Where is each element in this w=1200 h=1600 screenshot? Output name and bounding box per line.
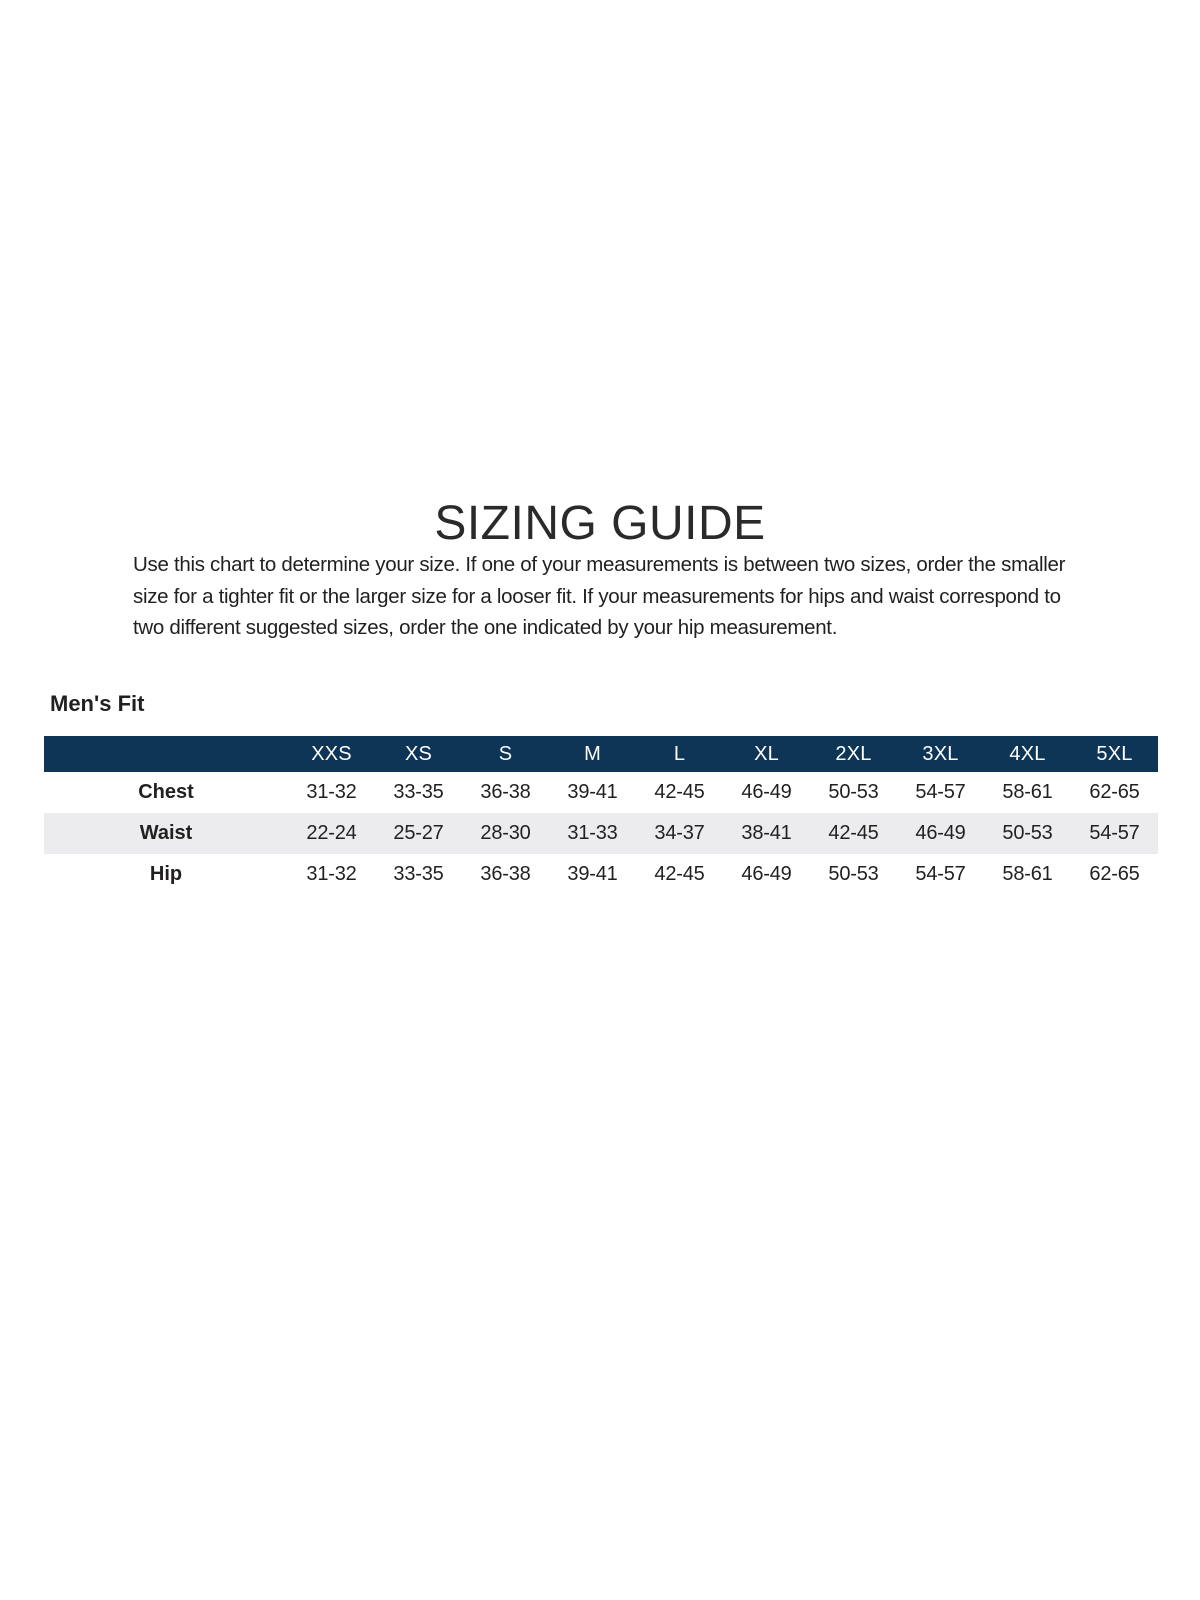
size-column-header: 3XL: [897, 736, 984, 772]
size-table-row: [44, 813, 1158, 854]
measurement-row-label: Waist: [139, 822, 193, 844]
size-value-cell: 50-53: [828, 781, 879, 803]
size-value-cell: 62-65: [1089, 781, 1140, 803]
size-value-cell: 50-53: [828, 863, 879, 885]
size-value-cell: 46-49: [915, 822, 966, 844]
size-column-header: XS: [375, 736, 462, 772]
size-value-cell: 50-53: [1002, 822, 1053, 844]
size-value-cell: 28-30: [480, 822, 531, 844]
size-value-cell: 22-24: [306, 822, 357, 844]
size-column-header: 5XL: [1071, 736, 1158, 772]
size-column-header: XXS: [288, 736, 375, 772]
intro-line: two different suggested sizes, order the one indicated by your hip measurement.: [133, 616, 838, 639]
size-value-cell: 33-35: [393, 781, 444, 803]
size-table-body: [44, 772, 1158, 895]
page-title: SIZING GUIDE: [434, 497, 766, 551]
size-value-cell: 36-38: [480, 781, 531, 803]
size-table-corner-cell: [44, 736, 288, 772]
size-value-cell: 46-49: [741, 863, 792, 885]
size-value-cell: 39-41: [567, 781, 618, 803]
section-label-mens-fit: Men's Fit: [50, 691, 145, 716]
size-table: [44, 736, 1158, 895]
size-table-header-row: [44, 736, 1158, 772]
size-value-cell: 39-41: [567, 863, 618, 885]
size-value-cell: 33-35: [393, 863, 444, 885]
measurement-row-label: Hip: [149, 863, 183, 885]
intro-line: Use this chart to determine your size. If one of your measurements is between two sizes, order the smaller: [133, 553, 1066, 576]
size-value-cell: 58-61: [1002, 781, 1053, 803]
size-value-cell: 42-45: [654, 781, 705, 803]
measurement-row-label: Chest: [138, 781, 194, 803]
size-value-cell: 62-65: [1089, 863, 1140, 885]
size-table-header: [44, 736, 1158, 772]
intro-line: size for a tighter fit or the larger size for a looser fit. If your measurements for hips and waist correspond to: [133, 584, 1061, 608]
size-column-header: 2XL: [810, 736, 897, 772]
size-value-cell: 58-61: [1002, 863, 1053, 885]
size-value-cell: 54-57: [1089, 822, 1140, 844]
size-value-cell: 42-45: [828, 822, 879, 844]
size-column-header: 4XL: [984, 736, 1071, 772]
size-table-row: [44, 772, 1158, 813]
size-column-header: L: [636, 736, 723, 772]
size-value-cell: 54-57: [915, 863, 966, 885]
intro-text: [133, 549, 1065, 644]
size-value-cell: 36-38: [480, 863, 531, 885]
size-column-header: M: [549, 736, 636, 772]
size-column-header: S: [462, 736, 549, 772]
size-column-header: XL: [723, 736, 810, 772]
size-value-cell: 54-57: [915, 781, 966, 803]
size-value-cell: 34-37: [654, 822, 705, 844]
size-value-cell: 42-45: [654, 863, 705, 885]
size-table-row: [44, 854, 1158, 895]
size-value-cell: 31-33: [567, 822, 618, 844]
size-value-cell: 46-49: [741, 781, 792, 803]
size-value-cell: 31-32: [306, 863, 357, 885]
size-value-cell: 25-27: [393, 822, 444, 844]
size-value-cell: 38-41: [741, 822, 792, 844]
size-value-cell: 31-32: [306, 781, 357, 803]
